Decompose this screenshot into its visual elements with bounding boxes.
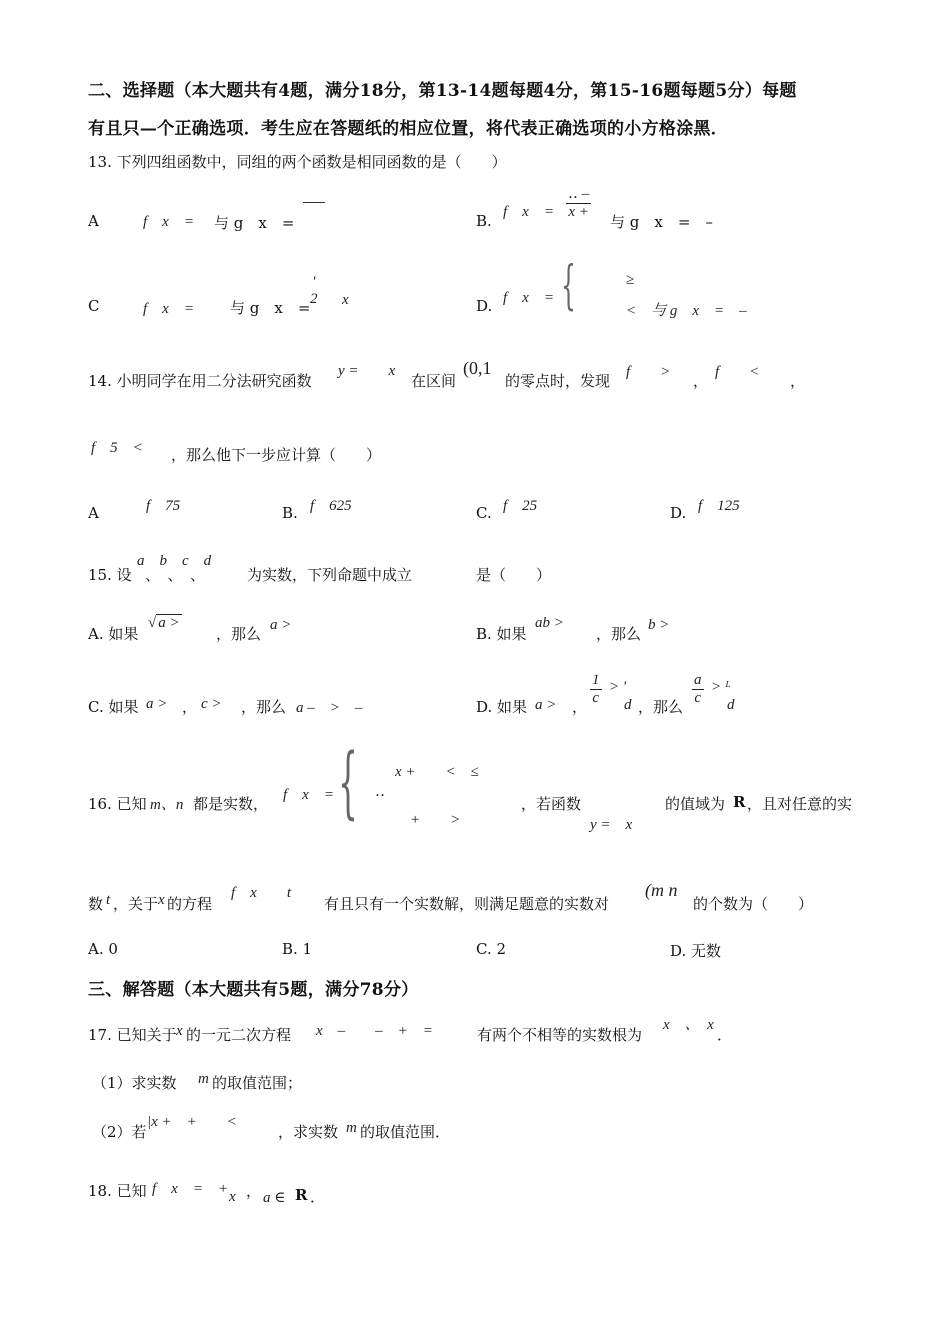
q14-stem-a: 14. 小明同学在用二分法研究函数 (88, 372, 312, 390)
q15-option-d-label: D. 如果 (476, 698, 528, 716)
q15-option-b-result: b > (648, 617, 670, 633)
q16-case-1: x + < ≤ (395, 764, 479, 780)
q16-t: t (106, 892, 111, 908)
q14-option-c-value: f 25 (503, 498, 538, 514)
q16-line2-b: ，关于 (113, 895, 159, 913)
q13-option-b-label: B. (476, 212, 492, 230)
q14-option-b-label: B. (282, 504, 298, 522)
q16-variables: m、n (150, 797, 184, 813)
q14-condition-2: f < (715, 364, 760, 380)
q15-option-d-gt-2: > ᴸ (711, 679, 731, 695)
q18-f: f x = + (152, 1181, 229, 1197)
q14-option-d-label: D. (670, 504, 687, 522)
q15-option-a-result: a > (270, 617, 292, 633)
q18-stem-a: 18. 已知 (88, 1182, 147, 1200)
q17-stem-a: 17. 已知关于 (88, 1026, 177, 1044)
q15-option-c-condition-2: c > (201, 696, 222, 712)
q15-stem-b: 为实数，下列命题中成立 (247, 566, 413, 584)
q18-denominator: x (229, 1189, 236, 1205)
q15-option-c-label: C. 如果 (88, 698, 139, 716)
q15-option-d-numerator-2: a (694, 672, 702, 688)
q16-stem-c: ，若函数 (521, 795, 582, 813)
q15-option-c-condition-1: a > (146, 696, 168, 712)
q15-option-c-then: ，那么 (241, 698, 287, 716)
q15-option-a-condition: √ a > (148, 615, 180, 631)
section-2-title: 二、选择题（本大题共有4题，满分18分，第13-14题每题4分，第15-16题每题5分）每题 (88, 81, 797, 101)
q13-option-c-numerator: ' (312, 274, 316, 290)
q13-option-c-x: x (342, 292, 349, 308)
q17-end: ． (717, 1026, 733, 1044)
q15-option-d-denominator-1: c (592, 689, 600, 706)
q15-variables: a b c d (137, 553, 212, 569)
q15-option-d-gt-1: > ' (609, 679, 627, 695)
q13-option-c-g: 与 g x = (230, 299, 311, 317)
q17-part2-a: （2）若 (92, 1123, 147, 1141)
q17-part2-c: 的取值范围． (360, 1123, 451, 1141)
q17-x: x (176, 1023, 183, 1039)
q16-brace: { (338, 738, 358, 828)
q14-option-b-value: f 625 (310, 498, 352, 514)
q16-real-set: R (733, 793, 746, 811)
q13-option-c-f: f x = (143, 301, 194, 317)
q16-equation: f x t (231, 885, 291, 901)
q17-stem-b: 的一元二次方程 (186, 1026, 292, 1044)
q14-interval: (0,1 (463, 358, 492, 378)
q13-option-b-g: 与 g x = – (610, 213, 713, 231)
q13-option-d-f: f x = (503, 290, 554, 306)
q13-option-b-numerator: ‥ – (568, 186, 590, 202)
q13-option-a-label: A (88, 212, 99, 230)
q14-stem-c: 的零点时，发现 (505, 372, 611, 390)
q16-line2-e: 的个数为（ ） (693, 895, 814, 913)
q14-stem-d: ，那么他下一步应计算（ ） (171, 446, 382, 464)
q13-option-c-label: C (88, 297, 100, 315)
q15-option-b-condition: ab > (535, 615, 564, 631)
q15-option-b-then: ，那么 (596, 625, 642, 643)
q17-roots: x 、 x (663, 1017, 714, 1033)
q13-option-c-frac (308, 274, 320, 307)
q14-condition-1: f > (626, 364, 671, 380)
q13-option-a-f: f x = (143, 214, 194, 230)
q15-option-a-then: ，那么 (216, 625, 262, 643)
q16-stem-a: 16. 已知 (88, 795, 147, 813)
q13-option-d-case2: < 与 g x = – (626, 303, 747, 319)
q16-x: x (158, 892, 165, 908)
q16-option-c: C. 2 (476, 940, 507, 958)
q14-function: y = x (338, 363, 396, 379)
q17-part1-m: m (198, 1071, 209, 1087)
q13-option-d-case1: ≥ (626, 272, 635, 288)
q14-condition-3: f 5 < (91, 440, 143, 456)
q16-option-b: B. 1 (282, 940, 313, 958)
q14-comma-1: ， (693, 372, 709, 390)
q16-line2-c: 的方程 (167, 895, 213, 913)
q13-option-b-f: f x = (503, 204, 554, 220)
q15-option-d-denominator-1b: d (624, 697, 632, 713)
q16-stem-d: 的值域为 (665, 795, 726, 813)
q16-option-a: A. 0 (88, 940, 118, 958)
q13-option-b-denominator: x + (568, 203, 589, 220)
q16-pair: (m n (645, 880, 678, 900)
q14-option-d-value: f 125 (698, 498, 740, 514)
q13-option-c-denominator: 2 (310, 290, 318, 307)
q15-stem-c: 是（ ） (476, 566, 552, 584)
q15-option-a-label: A. 如果 (88, 625, 139, 643)
q15-option-d-fraction-1 (590, 672, 602, 706)
q17-part2-b: ，求实数 (278, 1123, 339, 1141)
q17-equation: x – – + = (316, 1023, 433, 1039)
q18-end: ． (310, 1188, 326, 1206)
q15-option-d-then: ，那么 (638, 698, 684, 716)
q15-option-d-separator: ， (572, 698, 588, 716)
q15-option-d-fraction-2 (692, 672, 704, 706)
q16-stem-e: ，且对任意的实 (747, 795, 853, 813)
q15-option-d-denominator-2b: d (727, 697, 735, 713)
q14-option-a-label: A (88, 504, 99, 522)
q17-stem-c: 有两个不相等的实数根为 (477, 1026, 643, 1044)
q16-f: f x = (283, 787, 334, 803)
q17-part1-a: （1）求实数 (92, 1074, 177, 1092)
q16-line2-a: 数 (88, 895, 104, 913)
q18-separator: ， (246, 1182, 262, 1200)
q13-option-a-g: 与 g x = (214, 214, 295, 232)
q16-case-2: ‥ (375, 784, 386, 800)
q16-line2-d: 有且只有一个实数解，则满足题意的实数对 (324, 895, 610, 913)
section-2-instructions: 有且只—个正确选项．考生应在答题纸的相应位置，将代表正确选项的小方格涂黑． (88, 119, 729, 139)
q15-option-b-label: B. 如果 (476, 625, 527, 643)
q18-condition: a ∈ (263, 1190, 286, 1206)
q15-option-c-separator: ， (182, 698, 198, 716)
q13-option-d-brace: { (561, 256, 576, 316)
q14-option-c-label: C. (476, 504, 492, 522)
q17-part2-expression: |x + + < (147, 1114, 237, 1130)
q15-option-c-result: a – > – (296, 700, 363, 716)
q16-y-fx: y = x (590, 817, 633, 833)
q18-real-set: R (295, 1186, 308, 1204)
q15-separators: 、 、 、 (145, 566, 206, 584)
q15-option-d-condition-1: a > (535, 697, 557, 713)
q16-case-3: + > (395, 812, 461, 828)
q15-stem-a: 15. 设 (88, 566, 132, 584)
q16-stem-b: 都是实数， (193, 795, 269, 813)
q15-option-a-sqrt: a > (158, 615, 180, 631)
q13-stem: 13. 下列四组函数中，同组的两个函数是相同函数的是（ ） (88, 153, 507, 171)
q17-part1-b: 的取值范围； (212, 1074, 303, 1092)
q14-comma-2: ， (790, 372, 806, 390)
q16-option-d: D. 无数 (670, 942, 722, 960)
q15-option-d-denominator-2: c (694, 689, 702, 706)
section-3-title: 三、解答题（本大题共有5题，满分78分） (88, 980, 419, 1000)
q15-option-d-numerator-1: 1 (592, 672, 600, 688)
q13-option-b-frac (566, 186, 591, 220)
q13-option-d-label: D. (476, 297, 493, 315)
q17-part2-m: m (346, 1120, 357, 1136)
q14-option-a-value: f 75 (146, 498, 181, 514)
q13-option-a-radical (303, 202, 325, 203)
q14-stem-b: 在区间 (411, 372, 457, 390)
